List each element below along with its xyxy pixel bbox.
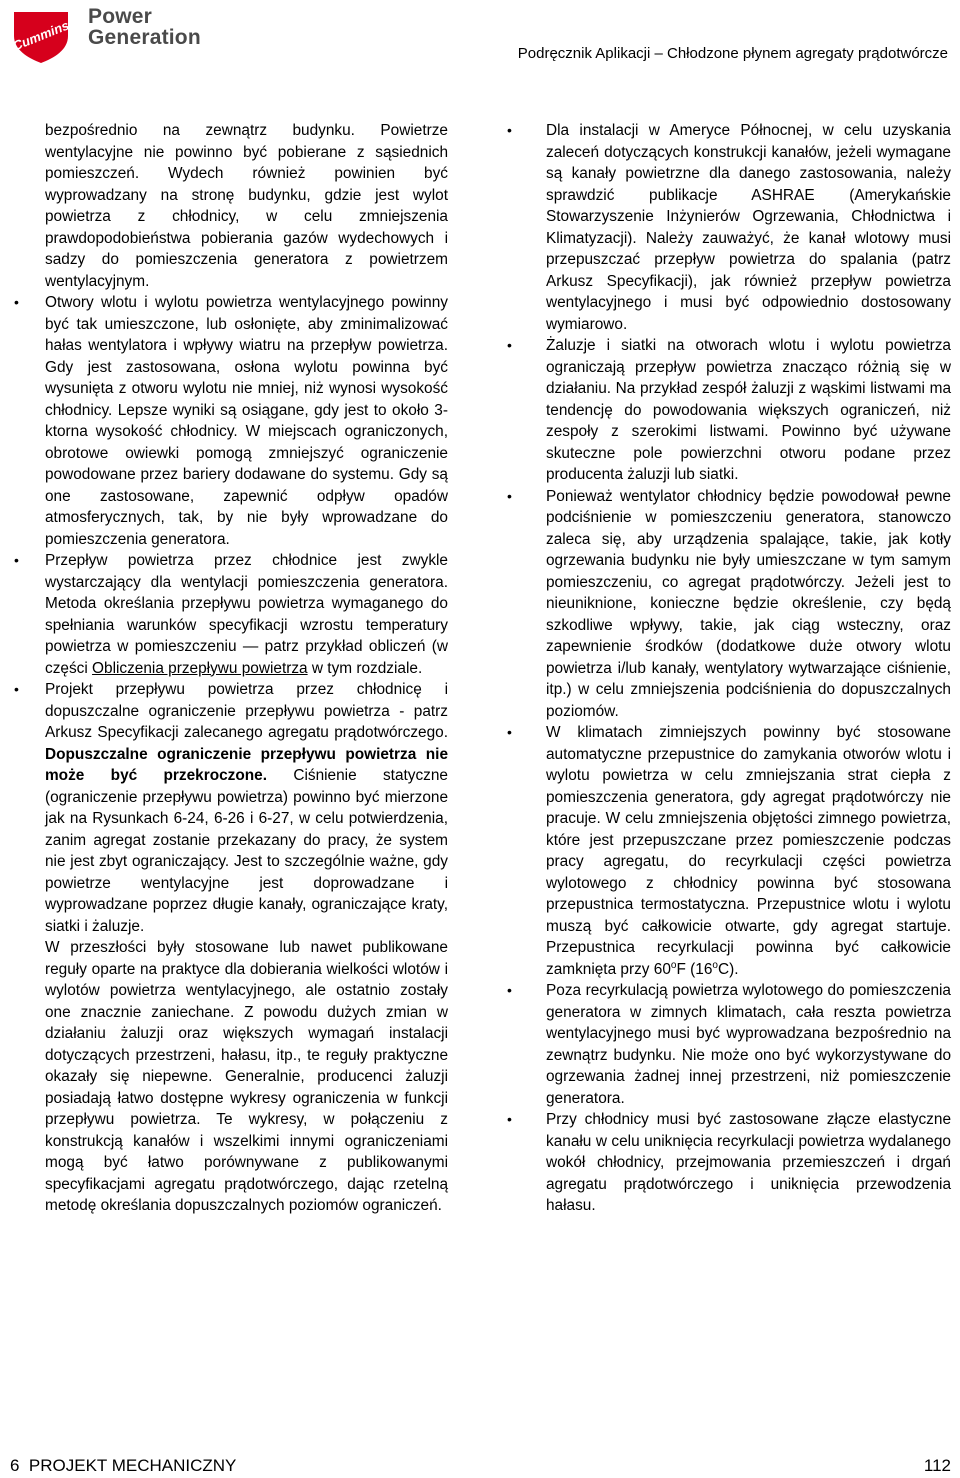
- bold-warning: Dopuszczalne ograniczenie przepływu powietrza nie może być przekroczone.: [45, 745, 448, 784]
- text: Ciśnienie statyczne (ograniczenie przepływu powietrza) powinno być mierzone jak na Rysunkach 6-24, 6-26 i 6-27, w celu potwierdzenia, zanim agregat zostanie przekazany do pracy, że system nie jest zbyt ograniczający. Jest to szczególnie ważne, gdy powietrze wentylacyjne jest doprowadzane i wyprowadzane poprzez długie kanały, ograniczające kraty, siatki i żaluzje.: [45, 767, 448, 935]
- brand-line-generation: Generation: [88, 26, 201, 49]
- page-number: 112: [923, 1456, 951, 1475]
- left-column: [10, 120, 448, 1217]
- text: F (16: [676, 960, 713, 978]
- bullet-item: • Przy chłodnicy musi być zastosowane złącze elastyczne kanału w celu uniknięcia recyrkulacji powietrza wydalanego wokół chłodnicy, przejmowania przemieszczeń i drgań agregatu prądotwórczego i uniknięcia przewodzenia hałasu.: [511, 1109, 951, 1217]
- text: Przepływ powietrza przez chłodnice jest zwykle wystarczający dla wentylacji pomieszczenia generatora. Metoda określania przepływu powietrza wymaganego do spełniania warunków specyfikacji wzrostu temperatury powietrza w pomieszczeniu — patrz przykład obliczeń (w części: [45, 552, 448, 677]
- text: W klimatach zimniejszych powinny być stosowane automatyczne przepustnice do zamykania otworów wlotu i wylotu powietrza w celu zmniejszania strat ciepła z pomieszczenia generatora, gdy agregat prądotwórczy nie pracuje. W celu zmniejszenia objętości zimnego powietrza, które jest przepuszczane przez pomieszczenie podczas pracy agregatu, do recyrkulacji części powietrza wylotowego z chłodnicy powinna być stosowana przepustnica termostatyczna. Przepustnice wlotu i wylotu muszą być całkowicie otwarte, gdy agregat startuje. Przepustnica recyrkulacji powinna być całkowicie zamknięta przy 60: [546, 724, 951, 978]
- bullet-item: [10, 679, 448, 937]
- degree-sup: o: [712, 959, 718, 971]
- bullet-item: [10, 550, 448, 679]
- bullet-item: • Dla instalacji w Ameryce Północnej, w celu uzyskania zaleceń dotyczących konstrukcji kanałów, jeżeli wymagane są kanały powietrzne dla danego zastosowania, należy sprawdzić publikacje ASHRAE (Amerykańskie Stowarzyszenie Inżynierów Ogrzewania, Chłodnictwa i Klimatyzacji). Należy zauważyć, że kanał wlotowy musi przepuszczać przepływ powietrza do spalania (patrz Arkusz Specyfikacji), jak również przepływ powietrza wentylacyjnego i musi być odpowiednio dostosowany wymiarowo.: [511, 120, 951, 335]
- text: C).: [717, 960, 739, 978]
- logo-text: Cummins: [10, 17, 72, 54]
- brand-line-power: Power: [88, 5, 153, 28]
- bullet-item: • Poza recyrkulacją powietrza wylotowego do pomieszczenia generatora w zimnych klimatach, cała reszta powietrza wentylacyjnego musi być wyprowadzana bezpośrednio na zewnątrz budynku. Nie może ono być wykorzystywane do ogrzewania żadnej innej przestrzeni, niż pomieszczenie generatora.: [511, 980, 951, 1109]
- section-link[interactable]: Obliczenia przepływu powietrza: [92, 659, 308, 677]
- brand-name: [88, 6, 201, 48]
- bullet-item: [511, 722, 951, 980]
- footer-chapter: 6 PROJEKT MECHANICZNY: [10, 1456, 237, 1475]
- cummins-logo-icon: [10, 6, 72, 64]
- paragraph: W przeszłości były stosowane lub nawet publikowane reguły oparte na praktyce dla dobierania wielkości wlotów i wylotów powietrza wentylacyjnego, ale ostatnio zostały one znacznie zaniechane. Z powodu dużych zmian w działaniu żaluzji oraz większych wymagań instalacji dotyczących przestrzeni, hałasu, itp., te reguły praktyczne okazały się niepewne. Generalnie, producenci żaluzji posiadają łatwo dostępne wykresy ograniczenia w funkcji przepływu powietrza. Te wykresy, w połączeniu z konstrukcją kanałów i wszelkimi innymi ograniczeniami mogą być łatwo porównywane z publikowanymi specyfikacjami agregatu prądotwórczego, dając rzetelną metodę określania dopuszczalnych poziomów ograniczeń.: [45, 939, 448, 1214]
- text: w tym rozdziale.: [307, 659, 423, 677]
- paragraph: bezpośrednio na zewnątrz budynku. Powietrze wentylacyjne nie powinno być pobierane z sąsiednich pomieszczeń. Wydech również powinien być wyprowadzany na stronę budynku, gdzie jest wylot powietrza z chłodnicy, w celu zmniejszenia prawdopodobieństwa pobierania gazów wydechowych i sadzy do pomieszczenia generatora z powietrzem wentylacyjnym.: [45, 122, 448, 290]
- bullet-item: • Ponieważ wentylator chłodnicy będzie powodował pewne podciśnienie w pomieszczeniu generatora, stanowczo zaleca się, aby urządzenia spalające, takie, jak kotły ogrzewania budynku nie były umieszczane w tym samym pomieszczeniu, co agregat prądotwórczy. Jeżeli jest to nieuniknione, konieczne będzie określenie, czy będą szkodliwe wpływy, takie, jak ciąg wsteczny, oraz zapewnienie środków (dodatkowe duże otwory wlotu powietrza i/lub kanały, wentylatory wytwarzające ciśnienie, itp.) w celu zmniejszenia podciśnienia do dopuszczalnych poziomów.: [511, 486, 951, 723]
- text: Projekt przepływu powietrza przez chłodnicę i dopuszczalne ograniczenie przepływu powietrza - patrz Arkusz Specyfikacji zalecanego agregatu prądotwórczego.: [45, 681, 448, 741]
- bullet-item: • Żaluzje i siatki na otworach wlotu i wylotu powietrza ograniczają przepływ powietrza znacząco różnią się w działaniu. Na przykład zespół żaluzji z wąskimi listwami ma tendencję do powodowania większych ograniczeń, niż zespoły z szerokimi listwami. Powinno być używane skuteczne pole powierzchni otworu podane przez producenta żaluzji lub siatki.: [511, 335, 951, 486]
- degree-sup: o: [670, 959, 677, 971]
- page-header: [0, 0, 960, 76]
- document-title: Podręcznik Aplikacji – Chłodzone płynem agregaty prądotwórcze: [517, 45, 948, 62]
- right-column: [511, 120, 951, 1217]
- bullet-item: • Otwory wlotu i wylotu powietrza wentylacyjnego powinny być tak umieszczone, lub osłonięte, aby zminimalizować hałas wentylatora i wpływy wiatru na przepływ powietrza. Gdy jest zastosowana, osłona wylotu powinna być wysunięta z otworu wylotu nie mniej, niż wynosi wysokość chłodnicy. Lepsze wyniki są osiągane, gdy jest to około 3-ktorna wysokość chłodnicy. W miejscach ograniczonych, obrotowe owiewki pomogą zmniejszyć ograniczenie powodowane przez bariery dodawane do systemu. Gdy są one zastosowane, zapewnić odpływ opadów atmosferycznych, tak, by nie były wprowadzane do pomieszczenia generatora.: [10, 292, 448, 550]
